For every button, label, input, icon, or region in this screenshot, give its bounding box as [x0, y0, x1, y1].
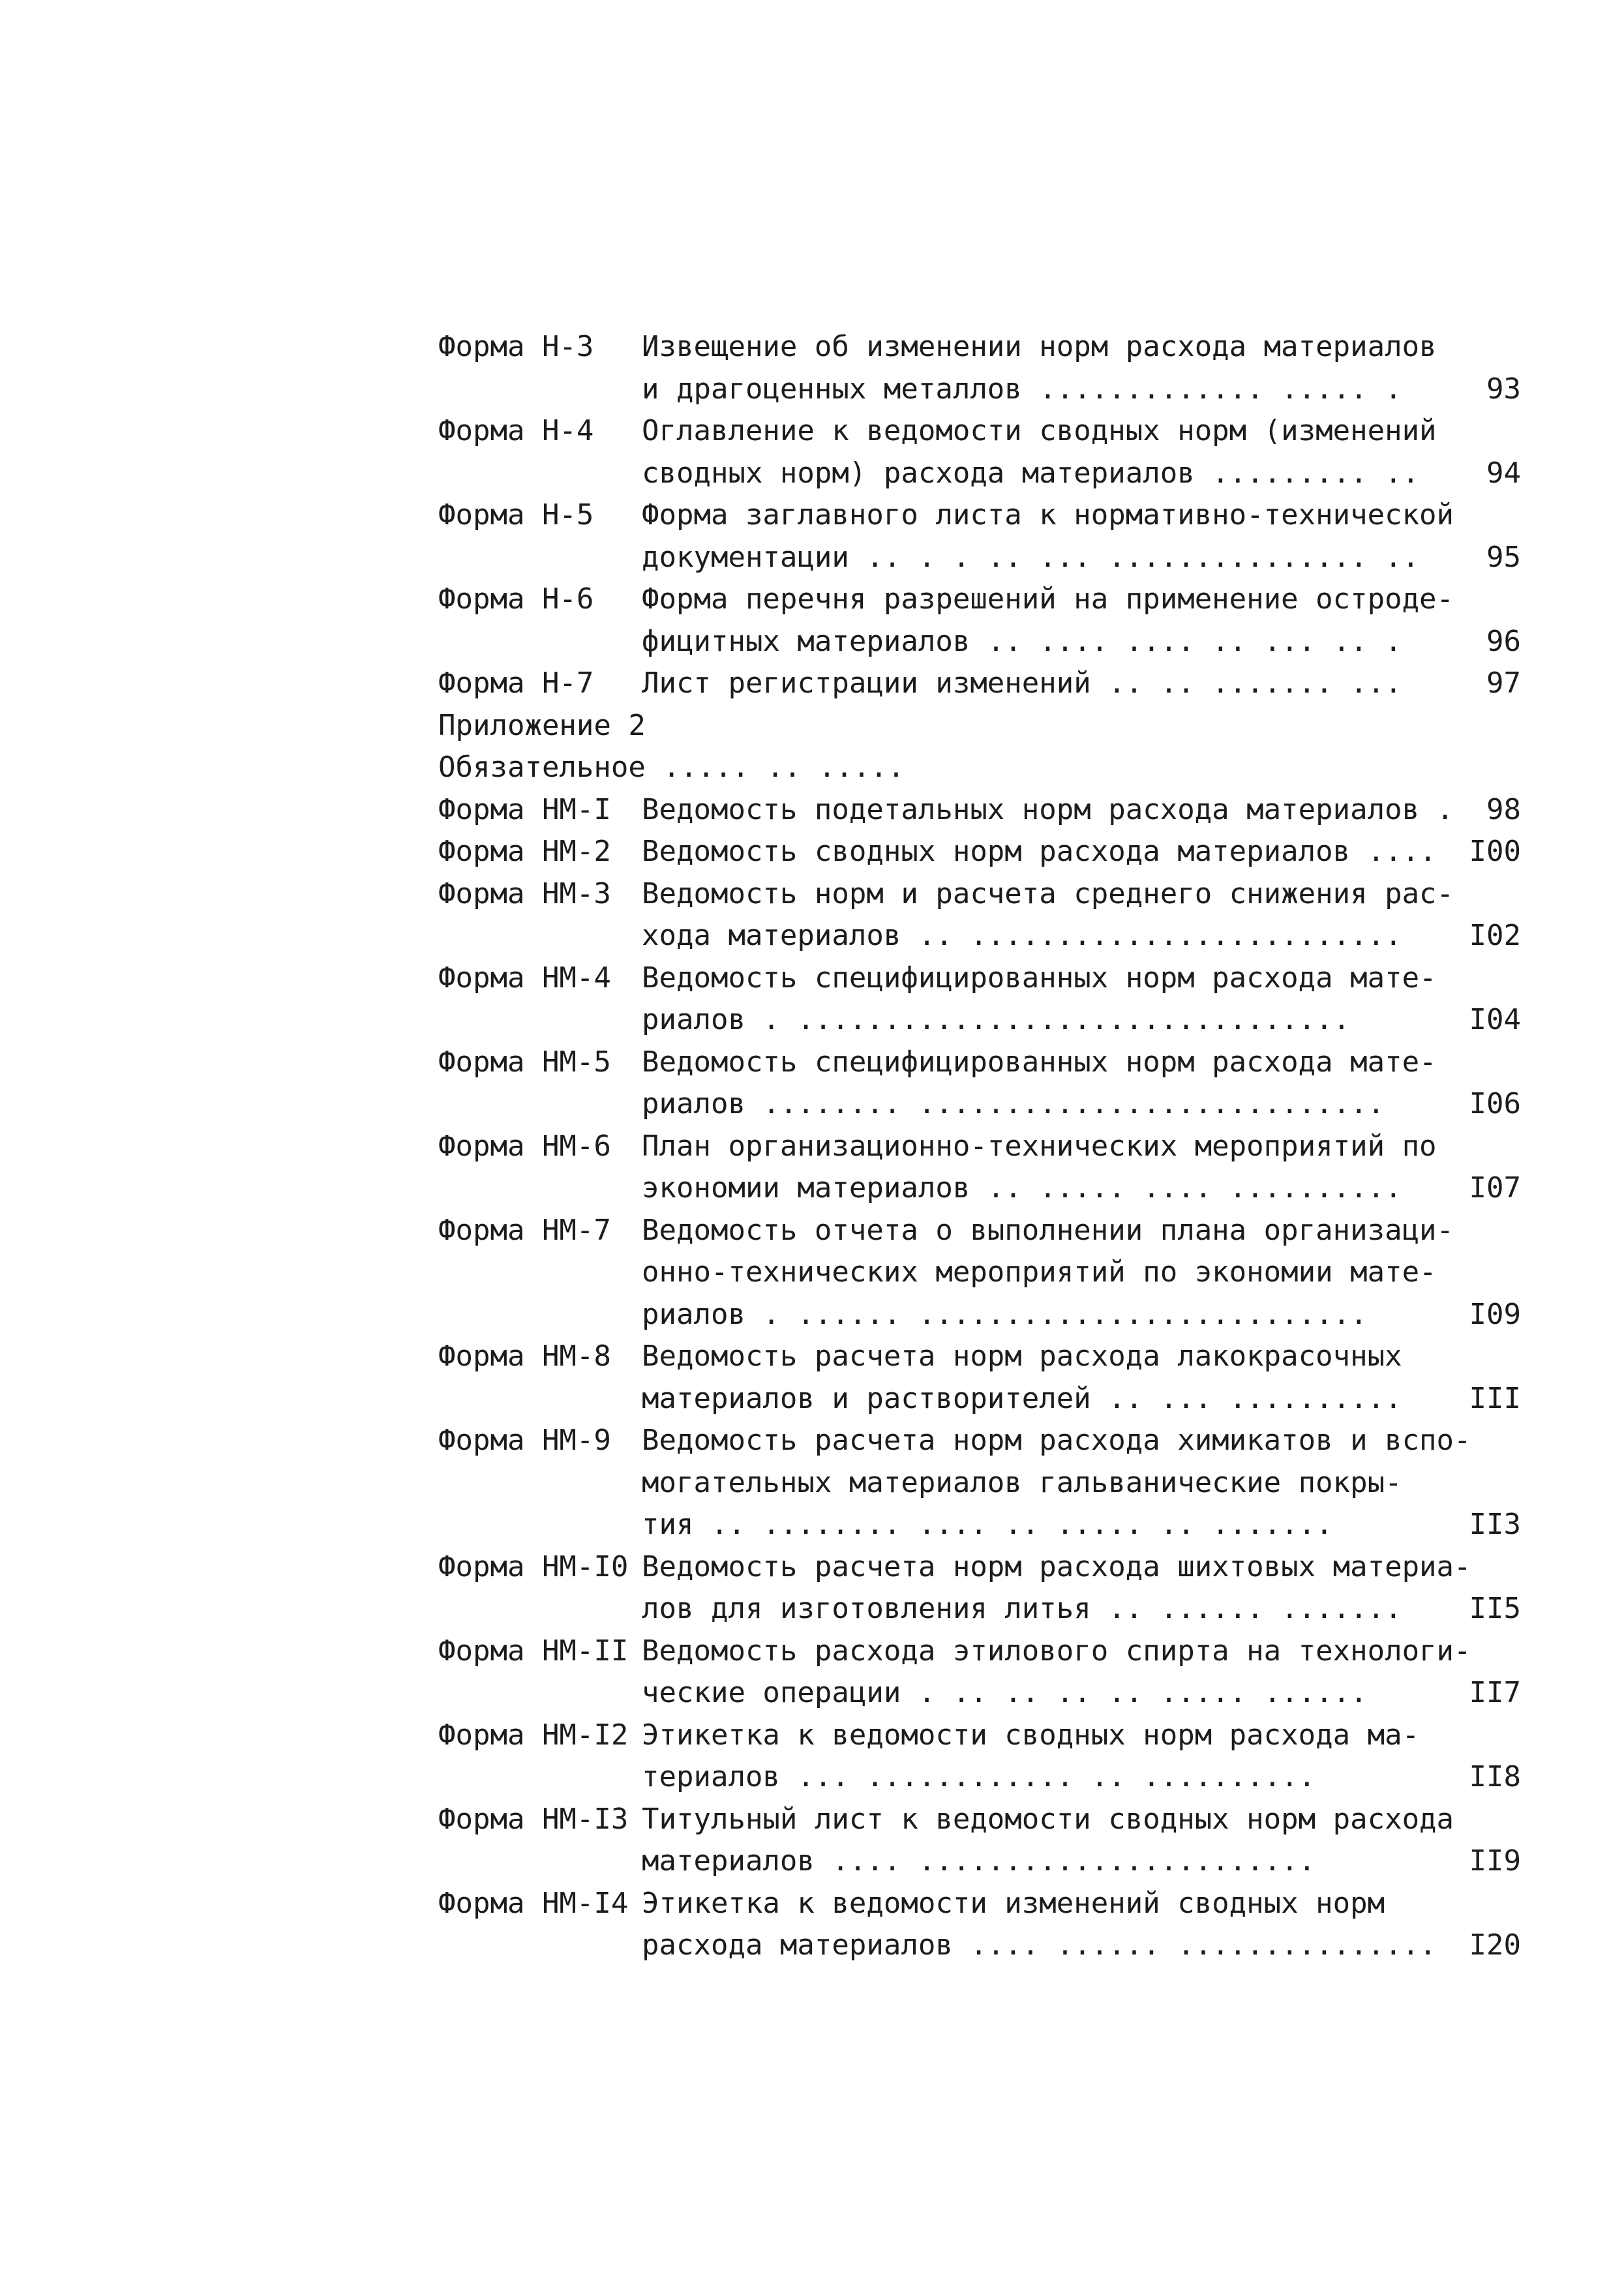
toc-entry [438, 578, 1521, 663]
entry-title-line: Ведомость расчета норм расхода химикатов и вспо- [642, 1424, 1471, 1457]
toc-entry [438, 663, 1521, 705]
entry-title-line: ческие операции . .. .. .. .. ..... ...... [642, 1676, 1368, 1709]
page-number: II3 [1469, 1508, 1521, 1541]
entry-title-line: Форма заглавного листа к нормативно-технической [642, 498, 1454, 532]
toc-entry [438, 410, 1521, 494]
entry-title-line: Лист регистрации изменений .. .. ....... ... [642, 666, 1402, 700]
page-number: I20 [1469, 1928, 1521, 1962]
entry-title-line: расхода материалов .... ...... ............... [642, 1928, 1437, 1962]
toc-entry [438, 1715, 1521, 1799]
page-number: 96 [1486, 624, 1521, 658]
entry-title-line: План организационно-технических мероприятий по [642, 1129, 1437, 1163]
toc-entry [438, 957, 1521, 1041]
page-number: I09 [1469, 1297, 1521, 1331]
form-label: Форма Н-5 [438, 498, 594, 532]
entry-title-line: риалов . ...... .......................... [642, 1297, 1368, 1331]
entry-title-line: материалов .... ....................... [642, 1844, 1316, 1878]
page-number: II8 [1469, 1760, 1521, 1793]
toc-entry [438, 1546, 1521, 1630]
entry-title-line: и драгоценных металлов ............. ..... . [642, 372, 1402, 406]
entry-title-line: Оглавление к ведомости сводных норм (изменений [642, 414, 1437, 447]
form-label: Форма НМ-I2 [438, 1718, 629, 1752]
form-label: Форма Н-4 [438, 414, 594, 447]
toc-entry [438, 1041, 1521, 1126]
toc-group-forms-n [438, 326, 1521, 705]
form-label: Форма НМ-9 [438, 1424, 611, 1457]
toc-entry [438, 1336, 1521, 1420]
entry-title-line: Извещение об изменении норм расхода материалов [642, 330, 1437, 363]
entry-title-line: Ведомость специфицированных норм расхода мате- [642, 1045, 1437, 1079]
entry-title-line: Титульный лист к ведомости сводных норм расхода [642, 1802, 1454, 1836]
page-number: 95 [1486, 540, 1521, 574]
form-label: Форма НМ-I [438, 792, 611, 826]
page-number: 93 [1486, 372, 1521, 406]
page-number: 97 [1486, 666, 1521, 700]
entry-title-line: Ведомость расчета норм расхода лакокрасочных [642, 1340, 1402, 1373]
entry-title-line: хода материалов .. ......................... [642, 919, 1402, 952]
page-number: I06 [1469, 1087, 1521, 1120]
entry-title-line: могательных материалов гальванические покры- [642, 1465, 1402, 1499]
form-label: Форма Н-6 [438, 582, 594, 616]
appendix-title: Приложение 2 [438, 708, 646, 742]
toc-entry [438, 1799, 1521, 1883]
form-label: Форма Н-7 [438, 666, 594, 700]
toc-entry [438, 1126, 1521, 1210]
toc-entry [438, 1210, 1521, 1336]
form-label: Форма НМ-7 [438, 1213, 611, 1247]
form-label: Форма НМ-4 [438, 961, 611, 995]
entry-title-line: риалов ........ ........................... [642, 1087, 1385, 1120]
entry-title-line: териалов ... ............ .. .......... [642, 1760, 1316, 1793]
entry-title-line: Ведомость отчета о выполнении плана организаци- [642, 1213, 1454, 1247]
page-number: I02 [1469, 919, 1521, 952]
appendix-subtitle: Обязательное ..... .. ..... [438, 751, 905, 784]
entry-title-line: Форма перечня разрешений на применение остроде- [642, 582, 1454, 616]
page-number: I00 [1469, 835, 1521, 868]
entry-title-line: Этикетка к ведомости изменений сводных норм [642, 1886, 1385, 1920]
page-number: II5 [1469, 1592, 1521, 1625]
page-number: 94 [1486, 456, 1521, 490]
entry-title-line: тия .. ........ .... .. ..... .. ....... [642, 1508, 1333, 1541]
form-label: Форма Н-3 [438, 330, 594, 363]
page-number: I04 [1469, 1003, 1521, 1036]
appendix-heading [438, 705, 1521, 789]
table-of-contents [438, 326, 1521, 1967]
toc-entry [438, 1630, 1521, 1715]
toc-entry [438, 831, 1521, 873]
entry-title-line: материалов и растворителей .. ... .......... [642, 1381, 1402, 1415]
entry-title-line: фицитных материалов .. .... .... .. ... .. . [642, 624, 1402, 658]
page-number: II9 [1469, 1844, 1521, 1878]
toc-entry [438, 1420, 1521, 1546]
toc-entry [438, 873, 1521, 957]
form-label: Форма НМ-2 [438, 835, 611, 868]
entry-title-line: Ведомость норм и расчета среднего снижения рас- [642, 876, 1454, 910]
toc-entry [438, 789, 1521, 831]
entry-title-line: Ведомость расхода этилового спирта на технологи- [642, 1634, 1471, 1668]
entry-title-line: Ведомость сводных норм расхода материалов .... [642, 835, 1437, 868]
entry-title-line: Ведомость специфицированных норм расхода мате- [642, 961, 1437, 995]
entry-title-line: сводных норм) расхода материалов ......... .. [642, 456, 1420, 490]
page-number: 98 [1486, 792, 1521, 826]
toc-group-forms-nm [438, 789, 1521, 1967]
entry-title-line: документации .. . . .. ... ............... .. [642, 540, 1420, 574]
toc-entry [438, 326, 1521, 410]
form-label: Форма НМ-I3 [438, 1802, 629, 1836]
page-number: III [1469, 1381, 1521, 1415]
entry-title-line: риалов . ................................ [642, 1003, 1351, 1036]
form-label: Форма НМ-II [438, 1634, 629, 1668]
page-number: II7 [1469, 1676, 1521, 1709]
form-label: Форма НМ-8 [438, 1340, 611, 1373]
toc-entry [438, 1883, 1521, 1967]
page-number: I07 [1469, 1171, 1521, 1205]
toc-entry [438, 494, 1521, 578]
entry-title-line: Ведомость подетальных норм расхода материалов . [642, 792, 1454, 826]
entry-title-line: Этикетка к ведомости сводных норм расхода ма- [642, 1718, 1420, 1752]
entry-title-line: лов для изготовления литья .. ...... ....... [642, 1592, 1402, 1625]
form-label: Форма НМ-6 [438, 1129, 611, 1163]
form-label: Форма НМ-I4 [438, 1886, 629, 1920]
entry-title-line: Ведомость расчета норм расхода шихтовых материа- [642, 1550, 1471, 1583]
entry-title-line: онно-технических мероприятий по экономии мате- [642, 1255, 1437, 1289]
form-label: Форма НМ-I0 [438, 1550, 629, 1583]
form-label: Форма НМ-3 [438, 876, 611, 910]
form-label: Форма НМ-5 [438, 1045, 611, 1079]
entry-title-line: экономии материалов .. ..... .... .......... [642, 1171, 1402, 1205]
